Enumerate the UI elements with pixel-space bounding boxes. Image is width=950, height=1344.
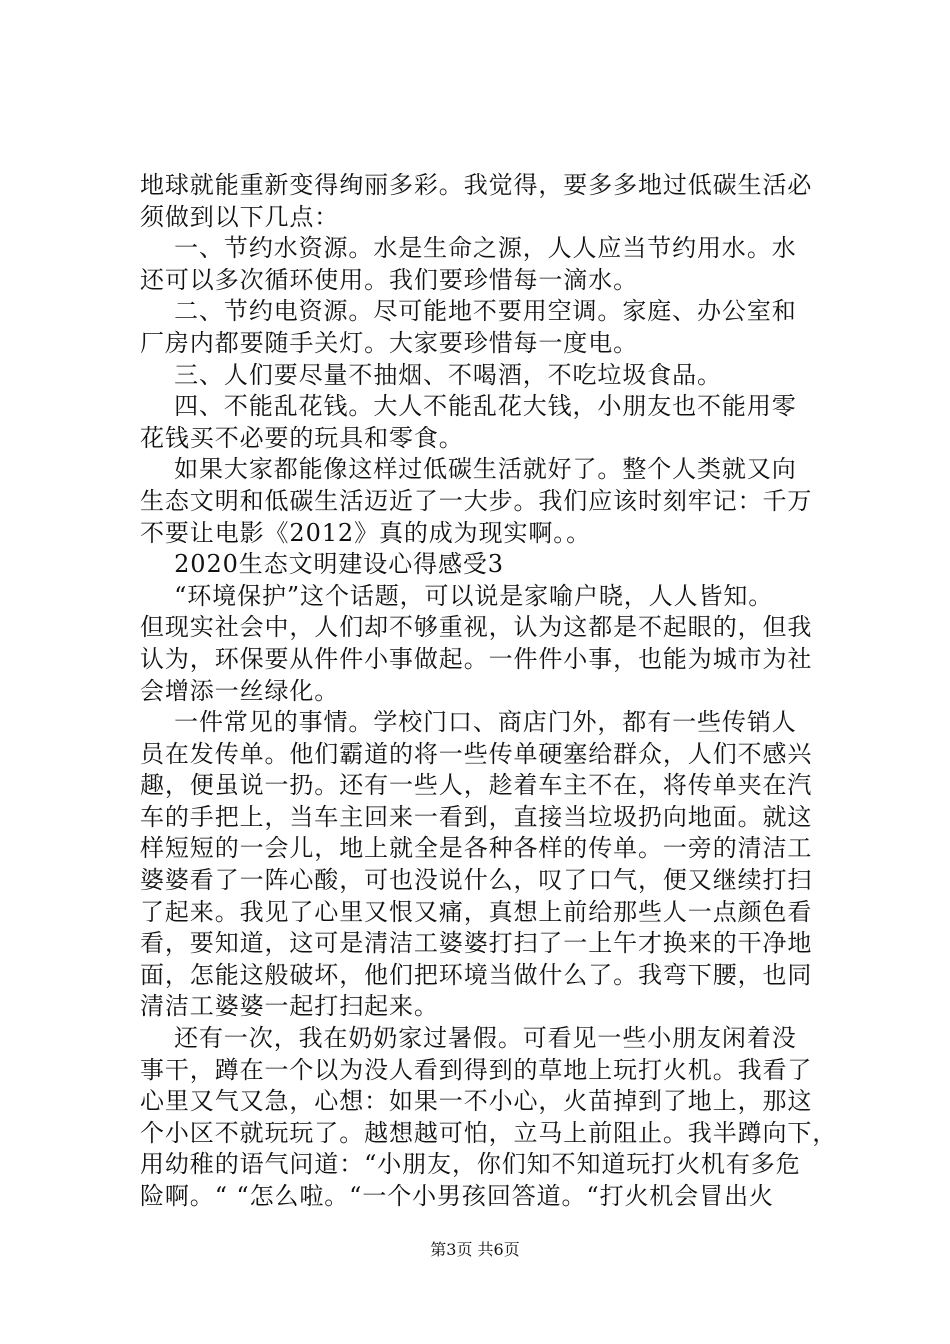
text-line: 看，要知道，这可是清洁工婆婆打扫了一上午才换来的干净地	[140, 929, 813, 958]
text-line: 婆婆看了一阵心酸，可也没说什么，叹了口气，便又继续打扫	[140, 866, 813, 895]
text-line: 花钱买不必要的玩具和零食。	[140, 423, 464, 452]
text-line: “环境保护”这个话题，可以说是家喻户晓，人人皆知。	[140, 581, 774, 610]
text-line: 心里又气又急，心想：如果一不小心，火苗掉到了地上，那这	[140, 1087, 813, 1116]
text-line: 趣，便虽说一扔。还有一些人，趁着车主不在，将传单夹在汽	[140, 771, 813, 800]
text-line: 面，怎能这般破坏，他们把环境当做什么了。我弯下腰，也同	[140, 960, 813, 989]
text-line: 还可以多次循环使用。我们要珍惜每一滴水。	[140, 265, 638, 294]
text-line: 样短短的一会儿，地上就全是各种各样的传单。一旁的清洁工	[140, 834, 813, 863]
text-line: 事干，蹲在一个以为没人看到得到的草地上玩打火机。我看了	[140, 1055, 813, 1084]
text-line: 地球就能重新变得绚丽多彩。我觉得，要多多地过低碳生活必	[140, 171, 813, 199]
text-line: 二、节约电资源。尽可能地不要用空调。家庭、办公室和	[140, 297, 797, 326]
text-line: 但现实社会中，人们却不够重视，认为这都是不起眼的，但我	[140, 613, 813, 642]
text-line: 如果大家都能像这样过低碳生活就好了。整个人类就又向	[140, 455, 797, 484]
text-line: 三、人们要尽量不抽烟、不喝酒，不吃垃圾食品。	[140, 360, 722, 389]
text-line: 清洁工婆婆一起打扫起来。	[140, 992, 439, 1021]
text-line: 用幼稚的语气问道：“小朋友，你们知不知道玩打火机有多危	[140, 1150, 801, 1179]
body-text	[140, 170, 838, 1213]
text-line: 生态文明和低碳生活迈近了一大步。我们应该时刻牢记：千万	[140, 486, 813, 515]
text-line: 会增添一丝绿化。	[140, 676, 340, 705]
text-line: 险啊。“ “怎么啦。“一个小男孩回答道。“打火机会冒出火	[140, 1182, 774, 1210]
text-line: 厂房内都要随手关灯。大家要珍惜每一度电。	[140, 328, 638, 357]
text-line: 车的手把上，当车主回来一看到，直接当垃圾扔向地面。就这	[140, 802, 813, 831]
text-line: 了起来。我见了心里又恨又痛，真想上前给那些人一点颜色看	[140, 897, 813, 926]
text-line: 四、不能乱花钱。大人不能乱花大钱，小朋友也不能用零	[140, 392, 797, 421]
text-line: 一、节约水资源。水是生命之源，人人应当节约用水。水	[140, 234, 797, 263]
text-line: 须做到以下几点：	[140, 202, 340, 231]
text-line: 个小区不就玩玩了。越想越可怕，立马上前阻止。我半蹲向下，	[140, 1118, 838, 1147]
text-line: 员在发传单。他们霸道的将一些传单硬塞给群众，人们不感兴	[140, 739, 813, 768]
page-number-footer: 第3页 共6页	[430, 1240, 520, 1259]
text-line: 不要让电影《2012》真的成为现实啊。。	[140, 518, 592, 547]
section-heading: 2020生态文明建设心得感受3	[140, 550, 504, 579]
text-line: 还有一次，我在奶奶家过暑假。可看见一些小朋友闲着没	[140, 1024, 797, 1053]
text-line: 一件常见的事情。学校门口、商店门外，都有一些传销人	[140, 708, 797, 737]
text-line: 认为，环保要从件件小事做起。一件件小事，也能为城市为社	[140, 644, 813, 673]
